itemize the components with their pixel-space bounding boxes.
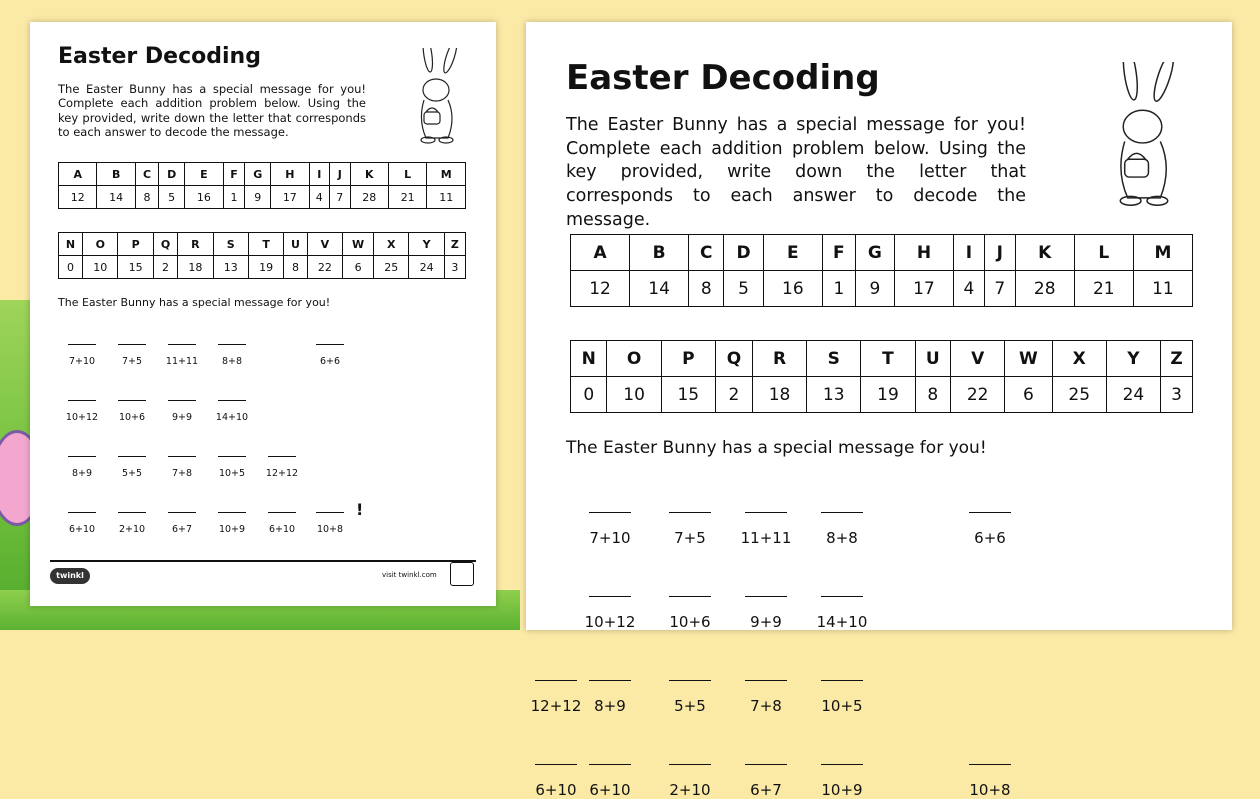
answer-blank[interactable] — [218, 400, 246, 401]
key-number-cell: 6 — [1005, 377, 1052, 413]
key-letter-cell: D — [724, 235, 763, 271]
key-number-cell: 9 — [855, 271, 894, 307]
bunny-illustration — [406, 48, 468, 146]
key-number-cell: 19 — [248, 256, 283, 279]
answer-blank[interactable] — [589, 680, 631, 681]
addition-problem — [64, 512, 100, 535]
worksheet-title: Easter Decoding — [566, 58, 880, 98]
key-letter-cell: F — [822, 235, 855, 271]
twinkl-logo: twinkl — [50, 568, 90, 584]
addition-problem — [580, 680, 640, 715]
key-number-cell: 11 — [1133, 271, 1192, 307]
key-number-cell: 19 — [861, 377, 915, 413]
answer-blank[interactable] — [68, 456, 96, 457]
addition-problem — [164, 456, 200, 479]
answer-blank[interactable] — [745, 512, 787, 513]
addition-problem — [64, 344, 100, 367]
problem-text: 9+9 — [750, 613, 782, 631]
addition-problem — [812, 596, 872, 631]
addition-problem — [580, 596, 640, 631]
worksheet-zoom — [526, 22, 1232, 799]
key-letter-cell: I — [953, 235, 984, 271]
key-letter-cell: M — [427, 163, 466, 186]
answer-blank[interactable] — [535, 680, 577, 681]
key-letter-cell: E — [185, 163, 223, 186]
key-number-cell: 7 — [330, 186, 351, 209]
problem-text: 11+11 — [165, 356, 199, 367]
addition-problem — [214, 512, 250, 535]
key-letters-row — [571, 341, 1193, 377]
problem-text: 10+12 — [584, 613, 636, 631]
key-letter-cell: B — [630, 235, 689, 271]
problem-text: 11+11 — [740, 529, 792, 547]
addition-problem — [214, 456, 250, 479]
key-letter-cell: C — [689, 235, 724, 271]
addition-problem — [812, 512, 872, 547]
key-number-cell: 17 — [894, 271, 953, 307]
problem-text: 2+10 — [118, 524, 146, 535]
key-letter-cell: H — [894, 235, 953, 271]
key-letter-cell: Y — [1106, 341, 1160, 377]
addition-problem — [736, 596, 796, 631]
answer-blank[interactable] — [168, 512, 196, 513]
key-letter-cell: G — [245, 163, 271, 186]
problem-text: 6+6 — [319, 356, 341, 367]
answer-blank[interactable] — [745, 764, 787, 765]
problem-text: 7+10 — [68, 356, 96, 367]
key-numbers-row — [571, 271, 1193, 307]
answer-blank[interactable] — [589, 512, 631, 513]
key-letter-cell: M — [1133, 235, 1192, 271]
key-number-cell: 15 — [661, 377, 715, 413]
key-letter-cell: C — [135, 163, 158, 186]
key-number-cell: 0 — [571, 377, 607, 413]
key-letter-cell: P — [118, 233, 153, 256]
key-letter-cell: S — [213, 233, 248, 256]
key-number-cell: 24 — [1106, 377, 1160, 413]
problem-text: 6+7 — [750, 781, 782, 799]
answer-blank[interactable] — [218, 512, 246, 513]
key-table-n-to-z — [58, 232, 466, 279]
answer-blank[interactable] — [118, 456, 146, 457]
key-letter-cell: Q — [153, 233, 177, 256]
key-numbers-row — [59, 186, 466, 209]
problem-text: 5+5 — [121, 468, 143, 479]
addition-problem — [526, 680, 586, 715]
addition-problem — [264, 456, 300, 479]
key-letter-cell: X — [374, 233, 409, 256]
key-letter-cell: B — [97, 163, 135, 186]
answer-blank[interactable] — [168, 456, 196, 457]
addition-problem — [660, 680, 720, 715]
key-letter-cell: V — [307, 233, 342, 256]
key-letter-cell: V — [951, 341, 1005, 377]
addition-problem — [114, 344, 150, 367]
problem-text: 10+5 — [218, 468, 246, 479]
key-number-cell: 15 — [118, 256, 153, 279]
key-number-cell: 0 — [59, 256, 83, 279]
key-letter-cell: R — [178, 233, 213, 256]
exclamation-mark: ! — [356, 500, 364, 519]
badge-icon — [450, 562, 474, 586]
key-number-cell: 18 — [178, 256, 213, 279]
key-letter-cell: E — [763, 235, 822, 271]
problem-text: 8+8 — [221, 356, 243, 367]
answer-blank[interactable] — [669, 596, 711, 597]
key-letter-cell: K — [1015, 235, 1074, 271]
answer-blank[interactable] — [669, 680, 711, 681]
addition-problem — [164, 400, 200, 423]
key-number-cell: 10 — [83, 256, 118, 279]
key-number-cell: 17 — [271, 186, 309, 209]
key-number-cell: 14 — [630, 271, 689, 307]
answer-blank[interactable] — [68, 400, 96, 401]
key-table-a-to-m — [58, 162, 466, 209]
footer-divider — [50, 560, 476, 562]
addition-problem — [660, 596, 720, 631]
key-letter-cell: O — [83, 233, 118, 256]
key-number-cell: 6 — [343, 256, 374, 279]
answer-blank[interactable] — [218, 456, 246, 457]
key-number-cell: 13 — [213, 256, 248, 279]
problem-text: 10+12 — [65, 412, 99, 423]
answer-blank[interactable] — [969, 764, 1011, 765]
key-letter-cell: O — [607, 341, 661, 377]
addition-problem — [164, 512, 200, 535]
answer-blank[interactable] — [316, 512, 344, 513]
addition-problem — [960, 512, 1020, 547]
key-number-cell: 21 — [388, 186, 426, 209]
key-letter-cell: L — [1074, 235, 1133, 271]
answer-blank[interactable] — [589, 596, 631, 597]
answer-blank[interactable] — [821, 596, 863, 597]
problem-text: 10+9 — [218, 524, 246, 535]
problem-text: 8+9 — [71, 468, 93, 479]
key-letter-cell: H — [271, 163, 309, 186]
problem-text: 6+10 — [535, 781, 577, 799]
key-number-cell: 25 — [1052, 377, 1106, 413]
addition-problem — [214, 344, 250, 367]
addition-problem — [580, 764, 640, 799]
addition-problem — [812, 680, 872, 715]
problem-text: 6+10 — [589, 781, 631, 799]
answer-blank[interactable] — [168, 344, 196, 345]
key-letter-cell: N — [571, 341, 607, 377]
key-number-cell: 14 — [97, 186, 135, 209]
problem-text: 10+6 — [118, 412, 146, 423]
key-letter-cell: L — [388, 163, 426, 186]
key-number-cell: 1 — [822, 271, 855, 307]
key-number-cell: 9 — [245, 186, 271, 209]
addition-problem — [736, 764, 796, 799]
key-letter-cell: S — [807, 341, 861, 377]
answer-blank[interactable] — [821, 512, 863, 513]
problem-text: 14+10 — [816, 613, 868, 631]
key-number-cell: 22 — [307, 256, 342, 279]
answer-blank[interactable] — [316, 344, 344, 345]
key-letter-cell: A — [59, 163, 97, 186]
answer-blank[interactable] — [589, 764, 631, 765]
key-number-cell: 3 — [1161, 377, 1193, 413]
answer-blank[interactable] — [268, 512, 296, 513]
key-letters-row — [59, 233, 466, 256]
addition-problem — [960, 764, 1020, 799]
addition-problem — [660, 512, 720, 547]
worksheet-title: Easter Decoding — [58, 44, 261, 69]
key-number-cell: 12 — [59, 186, 97, 209]
problem-text: 10+5 — [821, 697, 863, 715]
key-letter-cell: U — [284, 233, 307, 256]
key-letters-row — [59, 163, 466, 186]
key-letter-cell: Q — [715, 341, 752, 377]
answer-blank[interactable] — [68, 344, 96, 345]
problem-text: 12+12 — [265, 468, 299, 479]
key-letter-cell: X — [1052, 341, 1106, 377]
key-number-cell: 4 — [953, 271, 984, 307]
key-letter-cell: W — [1005, 341, 1052, 377]
key-letter-cell: K — [350, 163, 388, 186]
key-numbers-row — [59, 256, 466, 279]
key-letter-cell: U — [915, 341, 950, 377]
answer-blank[interactable] — [118, 512, 146, 513]
key-number-cell: 1 — [223, 186, 245, 209]
problem-text: 7+5 — [121, 356, 143, 367]
key-letter-cell: N — [59, 233, 83, 256]
key-number-cell: 5 — [724, 271, 763, 307]
addition-problem — [264, 512, 300, 535]
key-letter-cell: Z — [1161, 341, 1193, 377]
problem-text: 6+10 — [68, 524, 96, 535]
key-number-cell: 10 — [607, 377, 661, 413]
key-letter-cell: Y — [409, 233, 444, 256]
addition-problem — [114, 456, 150, 479]
worksheet-intro: The Easter Bunny has a special message for you! Complete each addition problem below. Using the key provided, write down the letter that corresponds to each answer to decode the message. — [566, 115, 1026, 230]
answer-blank[interactable] — [218, 344, 246, 345]
answer-blank[interactable] — [68, 512, 96, 513]
key-letter-cell: F — [223, 163, 245, 186]
answer-blank[interactable] — [745, 596, 787, 597]
worksheet-intro: The Easter Bunny has a special message for you! Complete each addition problem below. Using the key provided, write down the letter that corresponds to each answer to decode the message. — [58, 82, 366, 140]
key-number-cell: 2 — [715, 377, 752, 413]
key-letter-cell: J — [984, 235, 1015, 271]
key-letter-cell: J — [330, 163, 351, 186]
answer-blank[interactable] — [969, 512, 1011, 513]
answer-blank[interactable] — [268, 456, 296, 457]
key-number-cell: 16 — [763, 271, 822, 307]
addition-problem — [812, 764, 872, 799]
answer-blank[interactable] — [669, 512, 711, 513]
message-heading: The Easter Bunny has a special message for you! — [58, 296, 331, 309]
key-number-cell: 11 — [427, 186, 466, 209]
key-number-cell: 28 — [1015, 271, 1074, 307]
answer-blank[interactable] — [118, 344, 146, 345]
answer-blank[interactable] — [118, 400, 146, 401]
key-number-cell: 5 — [159, 186, 185, 209]
key-number-cell: 2 — [153, 256, 177, 279]
key-number-cell: 16 — [185, 186, 223, 209]
addition-problem — [114, 400, 150, 423]
key-number-cell: 8 — [915, 377, 950, 413]
answer-blank[interactable] — [821, 680, 863, 681]
key-number-cell: 8 — [284, 256, 307, 279]
problem-text: 5+5 — [674, 697, 706, 715]
problem-text: 10+8 — [969, 781, 1011, 799]
problem-text: 10+8 — [316, 524, 344, 535]
key-letter-cell: A — [571, 235, 630, 271]
key-number-cell: 18 — [752, 377, 806, 413]
worksheet-thumbnail — [30, 22, 496, 606]
key-number-cell: 22 — [951, 377, 1005, 413]
addition-problem — [660, 764, 720, 799]
key-number-cell: 7 — [984, 271, 1015, 307]
addition-problem — [580, 512, 640, 547]
key-table-n-to-z — [570, 340, 1193, 413]
key-number-cell: 28 — [350, 186, 388, 209]
bunny-illustration — [1098, 62, 1190, 212]
addition-problem — [64, 400, 100, 423]
problem-text: 8+8 — [826, 529, 858, 547]
key-letter-cell: Z — [444, 233, 465, 256]
answer-blank[interactable] — [669, 764, 711, 765]
problem-text: 7+8 — [171, 468, 193, 479]
key-letter-cell: R — [752, 341, 806, 377]
problem-text: 12+12 — [530, 697, 582, 715]
key-letters-row — [571, 235, 1193, 271]
problem-text: 2+10 — [669, 781, 711, 799]
problem-text: 10+6 — [669, 613, 711, 631]
key-letter-cell: T — [861, 341, 915, 377]
addition-problem — [214, 400, 250, 423]
footer-text: visit twinkl.com — [382, 571, 437, 579]
addition-problem — [312, 512, 348, 535]
addition-problem — [164, 344, 200, 367]
problem-text: 9+9 — [171, 412, 193, 423]
key-number-cell: 24 — [409, 256, 444, 279]
key-number-cell: 3 — [444, 256, 465, 279]
answer-blank[interactable] — [535, 764, 577, 765]
key-letter-cell: T — [248, 233, 283, 256]
answer-blank[interactable] — [168, 400, 196, 401]
addition-problem — [64, 456, 100, 479]
key-numbers-row — [571, 377, 1193, 413]
key-letter-cell: P — [661, 341, 715, 377]
problem-text: 14+10 — [215, 412, 249, 423]
addition-problem — [312, 344, 348, 367]
key-letter-cell: W — [343, 233, 374, 256]
addition-problem — [114, 512, 150, 535]
key-number-cell: 4 — [309, 186, 330, 209]
key-number-cell: 8 — [689, 271, 724, 307]
key-letter-cell: I — [309, 163, 330, 186]
message-heading: The Easter Bunny has a special message for you! — [566, 438, 987, 458]
key-table-a-to-m — [570, 234, 1193, 307]
problem-text: 6+6 — [974, 529, 1006, 547]
key-letter-cell: D — [159, 163, 185, 186]
key-letter-cell: G — [855, 235, 894, 271]
problem-text: 7+5 — [674, 529, 706, 547]
answer-blank[interactable] — [821, 764, 863, 765]
answer-blank[interactable] — [745, 680, 787, 681]
key-number-cell: 25 — [374, 256, 409, 279]
key-number-cell: 8 — [135, 186, 158, 209]
problem-text: 10+9 — [821, 781, 863, 799]
addition-problem — [736, 680, 796, 715]
problem-text: 6+7 — [171, 524, 193, 535]
problem-text: 8+9 — [594, 697, 626, 715]
problem-text: 7+8 — [750, 697, 782, 715]
problem-text: 7+10 — [589, 529, 631, 547]
addition-problem — [736, 512, 796, 547]
problem-text: 6+10 — [268, 524, 296, 535]
key-number-cell: 13 — [807, 377, 861, 413]
addition-problem — [526, 764, 586, 799]
key-number-cell: 12 — [571, 271, 630, 307]
key-number-cell: 21 — [1074, 271, 1133, 307]
